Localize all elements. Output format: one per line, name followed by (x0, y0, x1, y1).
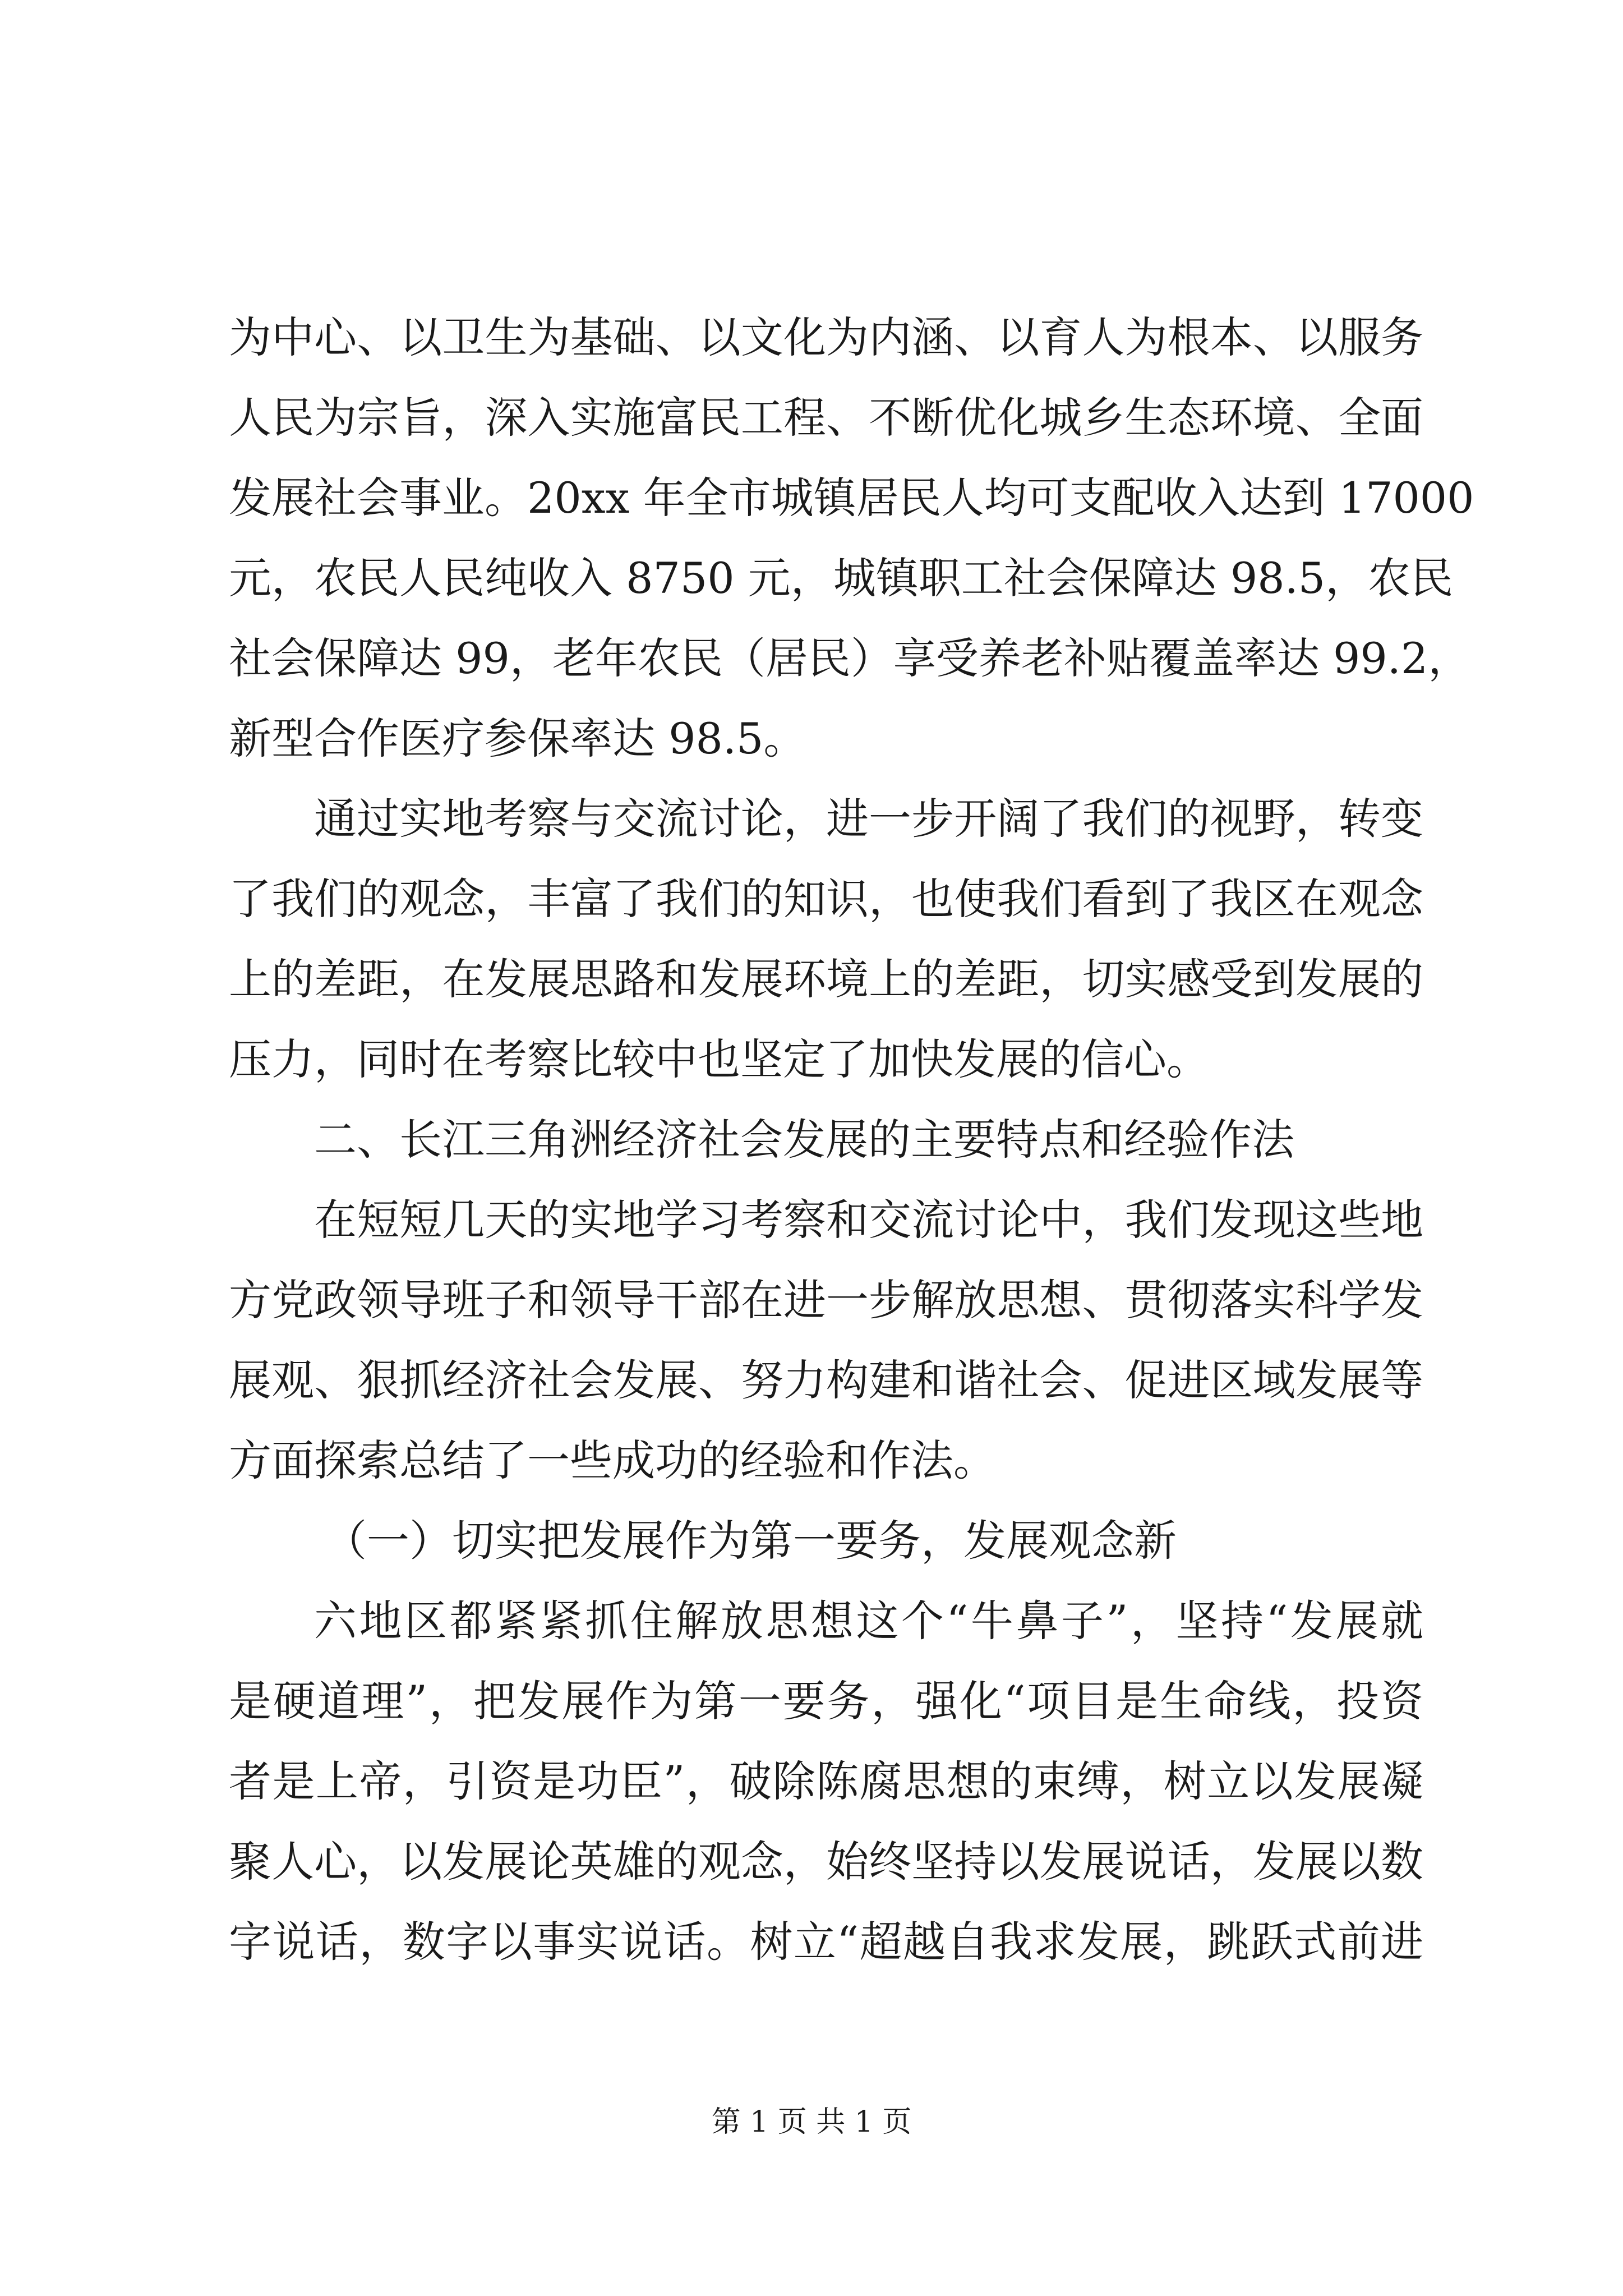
text-line: 方党政领导班子和领导干部在进一步解放思想、贯彻落实科学发 (229, 1275, 1423, 1325)
paragraph-first-line: 通过实地考察与交流讨论，进一步开阔了我们的视野，转变 (314, 794, 1423, 844)
text-line: 展观、狠抓经济社会发展、努力构建和谐社会、促进区域发展等 (229, 1355, 1423, 1405)
text-line: 新型合作医疗参保率达 98.5。 (229, 714, 806, 763)
document-body (229, 297, 1474, 1982)
paragraph-first-line: 六地区都紧紧抓住解放思想这个“牛鼻子”，坚持“发展就 (314, 1596, 1423, 1646)
text-line: 聚人心，以发展论英雄的观念，始终坚持以发展说话，发展以数 (229, 1837, 1423, 1887)
text-line: 方面探索总结了一些成功的经验和作法。 (229, 1435, 996, 1485)
text-line: 是硬道理”，把发展作为第一要务，强化“项目是生命线，投资 (229, 1676, 1423, 1726)
page-footer (0, 2102, 1623, 2142)
text-line: 压力，同时在考察比较中也坚定了加快发展的信心。 (229, 1034, 1209, 1084)
text-line: 发展社会事业。20xx 年全市城镇居民人均可支配收入达到 17000 (229, 473, 1474, 523)
text-line: 元，农民人民纯收入 8750 元，城镇职工社会保障达 98.5，农民 (229, 553, 1454, 603)
text-line: 字说话，数字以事实说话。树立“超越自我求发展，跳跃式前进 (229, 1917, 1423, 1967)
subsection-heading: （一）切实把发展作为第一要务，发展观念新 (324, 1516, 1177, 1566)
text-line: 上的差距，在发展思路和发展环境上的差距，切实感受到发展的 (229, 954, 1423, 1004)
page-number-label: 第 1 页 共 1 页 (711, 2105, 912, 2139)
text-line: 了我们的观念，丰富了我们的知识，也使我们看到了我区在观念 (229, 874, 1423, 924)
paragraph-first-line: 在短短几天的实地学习考察和交流讨论中，我们发现这些地 (314, 1195, 1423, 1245)
section-heading: 二、长江三角洲经济社会发展的主要特点和经验作法 (314, 1115, 1294, 1165)
text-line: 人民为宗旨，深入实施富民工程、不断优化城乡生态环境、全面 (229, 393, 1423, 443)
text-line: 为中心、以卫生为基础、以文化为内涵、以育人为根本、以服务 (229, 312, 1423, 362)
text-line: 社会保障达 99，老年农民（居民）享受养老补贴覆盖率达 99.2， (229, 633, 1471, 683)
text-line: 者是上帝，引资是功臣”，破除陈腐思想的束缚，树立以发展凝 (229, 1756, 1423, 1806)
